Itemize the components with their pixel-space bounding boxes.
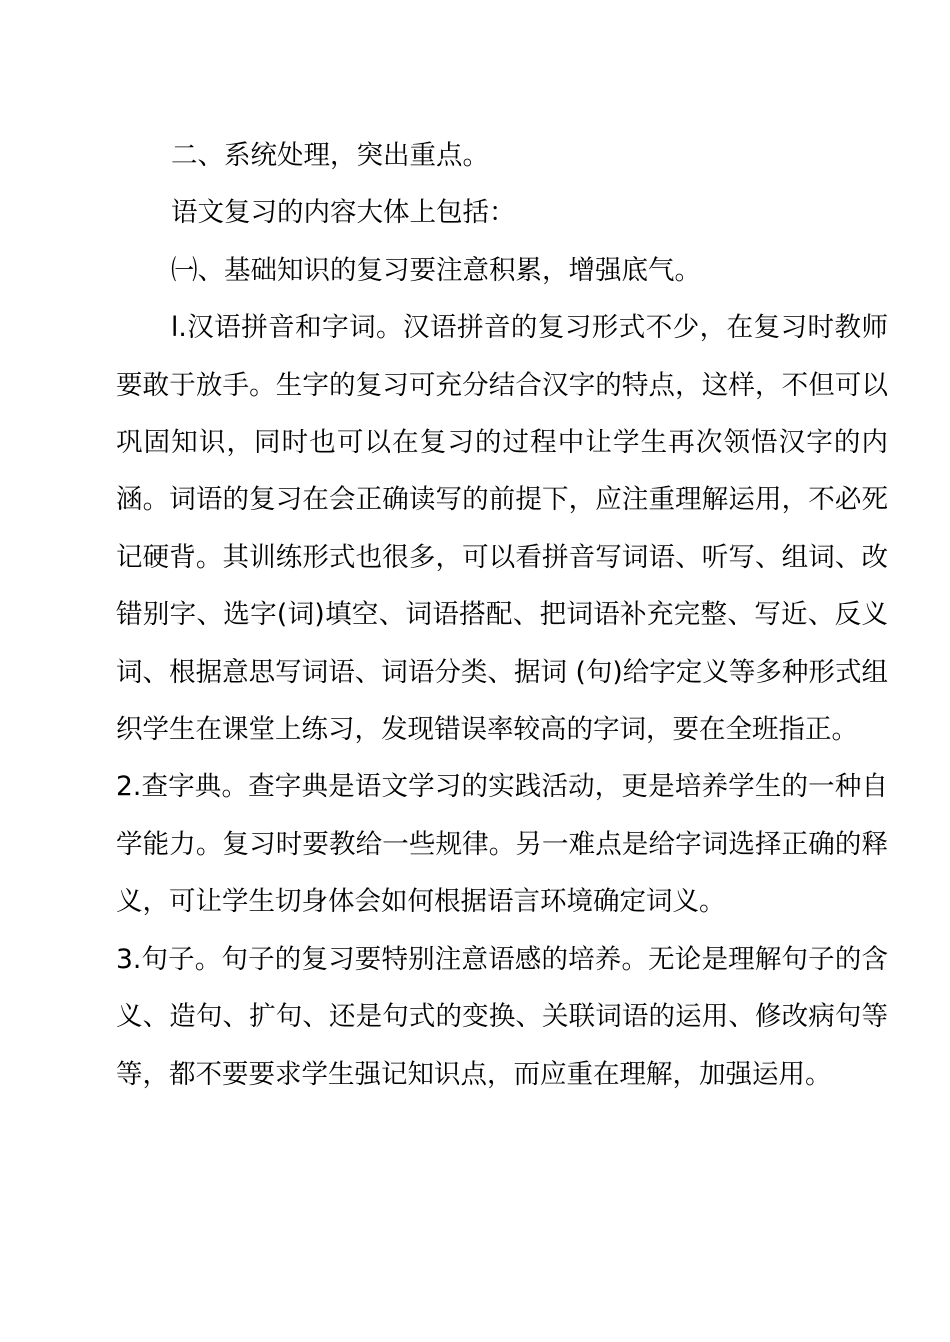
paragraph-sentences: 3.句子。句子的复习要特别注意语感的培养。无论是理解句子的含义、造句、扩句、还是句式的变换、关联词语的运用、修改病句等等，都不要要求学生强记知识点，而应重在理解，加强运用。 (116, 943, 888, 1090)
paragraph-dictionary: 2.查字典。查字典是语文学习的实践活动，更是培养学生的一种自学能力。复习时要教给一些规律。另一难点是给字词选择正确的释义，可让学生切身体会如何根据语言环境确定词义。 (116, 771, 888, 918)
intro-paragraph: 语文复习的内容大体上包括： (171, 197, 516, 229)
paragraph-pinyin-words: l.汉语拼音和字词。汉语拼音的复习形式不少，在复习时教师要敢于放手。生字的复习可充分结合汉字的特点，这样，不但可以巩固知识，同时也可以在复习的过程中让学生再次领悟汉字的内涵。词语的复习在会正确读写的前提下，应注重理解运用，不必死记硬背。其训练形式也很多，可以看拼音写词语、听写、组词、改错别字、选字(词)填空、词语搭配、把词语补充完整、写近、反义词、根据意思写词语、词语分类、据词 (句)给字定义等多种形式组织学生在课堂上练习，发现错误率较高的字词，要在全班指正。 (116, 312, 888, 746)
section-heading: 二、系统处理，突出重点。 (171, 140, 489, 171)
document-body (116, 127, 888, 1103)
subsection-heading: ㈠、基础知识的复习要注意积累，增强底气。 (171, 254, 701, 286)
